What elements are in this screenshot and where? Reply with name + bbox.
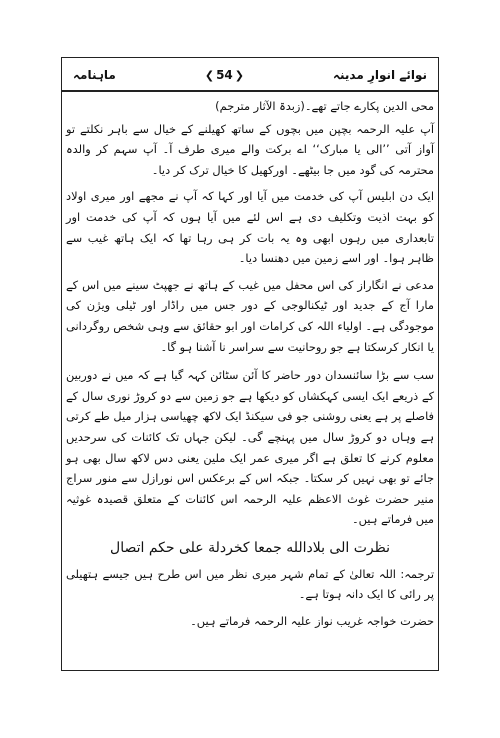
magazine-label: ماہنامہ	[73, 68, 116, 82]
closing-line: حضرت خواجہ غریب نواز علیہ الرحمہ فرماتے ہیں۔	[190, 614, 434, 629]
left-ornament-icon: ❮	[204, 68, 215, 82]
paragraph-1: محی الدین پکارے جاتے تھے۔(زبدۃ الآثار مترجم)	[215, 99, 434, 113]
paragraph-2: آپ علیہ الرحمہ بچپن میں بچوں کے ساتھ کھیلنے کے خیال سے باہر نکلتے تو آواز آتی ’’الی یا مبارک‘‘ اے برکت والے میری طرف آ۔ آپ سہم کر والدہ محترمہ کی گود میں جا بیٹھے۔ اورکھیل کا خیال ترک کر دیا۔	[66, 121, 434, 177]
page-number-badge	[205, 68, 244, 82]
paragraph-5: سب سے بڑا سائنسدان دور حاضر کا آئن سٹائن کہہ گیا ہے کہ میں نے دوربین کے ذریعے ایک ایسی کہکشاں کو دیکھا ہے جو زمین سے دو کروڑ نوری سال کے فاصلے پر ہے یعنی روشنی جو فی سیکنڈ ایک لاکھ چھیاسی ہزار میل طے کرتی ہے وہاں دو کروڑ سال میں پہنچے گی۔ لیکن جہاں تک کائنات کی سرحدیں معلوم کرنے کا تعلق ہے اگر میری عمر ایک ملین یعنی دس لاکھ سال بھی ہو جائے تو بھی نہیں کر سکتا۔ جبکہ اس کے برعکس اس نورازل سے منور سراج منیر حضرت غوث الاعظم علیہ الرحمہ اس کائنات کے متعلق قصیدہ غوثیہ میں فرماتے ہیں۔	[66, 368, 434, 527]
paragraph-4: مدعی نے انگاراز کی اس محفل میں غیب کے ہاتھ نے جھپٹ سینے میں اس کے مارا آج کے جدید اور ٹیکنالوجی کے دور جس میں راڈار اور ٹیلی ویژن کی موجودگی ہے۔ اولیاء اللہ کی کرامات اور ابو حقائق سے وہی شخص روگردانی یا انکار کرسکتا ہے جو روحانیت سے سراسر نا آشنا ہو گا۔	[66, 277, 434, 354]
translation: ترجمہ: اللہ تعالیٰ کے تمام شہر میری نظر میں اس طرح ہیں جیسے ہتھیلی پر رائی کا ایک دانہ ہوتا ہے۔	[66, 566, 434, 602]
arabic-verse: نظرت الی بلادالله جمعا کخردلة علی حکم اتصال	[110, 539, 390, 556]
page-number: 54	[216, 68, 233, 82]
article-body	[66, 96, 434, 666]
right-ornament-icon: ❯	[234, 68, 244, 82]
magazine-title: نوائے انوارِ مدینہ	[332, 68, 427, 82]
header-divider	[61, 90, 439, 92]
paragraph-3: ایک دن ابلیس آپ کی خدمت میں آیا اور کہا کہ آپ نے مجھے اور میری اولاد کو بہت اذیت وتکلیف دی ہے اس لئے میں آیا ہوں کہ آپ کی خدمت اور تابعداری میں رہوں ابھی وہ یہ بات کر ہی رہا تھا کہ ایک ہاتھ غیب سے ظاہر ہوا۔ اور اسے زمین میں دھنسا دیا۔	[66, 189, 434, 266]
page-header	[61, 62, 439, 88]
